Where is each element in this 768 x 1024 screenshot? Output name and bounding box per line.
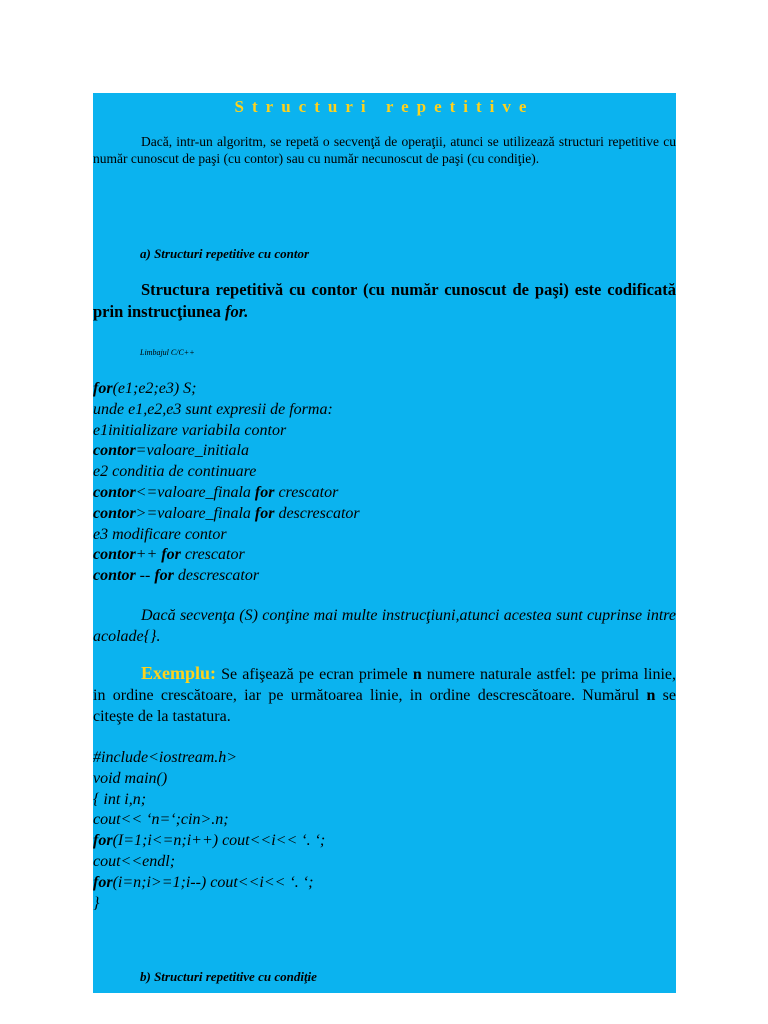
example-n-1: n — [412, 666, 422, 683]
program-line — [93, 894, 325, 915]
code-text: #include<iostream.h> — [93, 749, 238, 766]
example-text-2: numere naturale astfel: pe prima linie, in ordine crescătoare, iar pe următoarea linie, in ordine descrescătoare. Numărul — [93, 666, 677, 704]
syntax-line — [93, 566, 360, 587]
example-text-1: Se afişează pe ecran primele — [216, 666, 413, 683]
keyword-text: contor — [93, 442, 136, 460]
syntax-code-block — [93, 379, 360, 587]
syntax-line — [93, 545, 360, 566]
keyword-text: for — [254, 483, 275, 501]
code-text: ++ — [135, 546, 162, 564]
program-line — [93, 748, 325, 769]
code-text: >=valoare_finala — [135, 504, 255, 522]
program-line — [93, 852, 325, 873]
code-text: cout<<endl; — [93, 852, 176, 870]
code-text: (e1;e2;e3) S; — [112, 380, 197, 397]
intro-paragraph: Dacă, intr-un algoritm, se repetă o secvenţă de operaţii, atunci se utilizează structuri repetitive cu număr cunoscut de paşi (cu contor) sau cu număr necunoscut de paşi (cu condiţie). — [93, 134, 676, 166]
code-text: descrescator — [274, 504, 360, 522]
code-text: unde e1,e2,e3 sunt expresii de forma: — [93, 400, 333, 418]
syntax-line — [93, 483, 360, 504]
example-paragraph — [93, 663, 676, 727]
code-text: void main() — [93, 769, 168, 787]
syntax-line — [93, 421, 360, 442]
section-a-heading: a) Structuri repetitive cu contor — [140, 246, 309, 261]
program-line — [93, 873, 325, 894]
code-text: { int i,n; — [93, 790, 147, 808]
keyword-text: for — [93, 380, 113, 397]
syntax-line — [93, 525, 360, 546]
code-text: descrescator — [173, 567, 260, 585]
keyword-text: contor — [93, 567, 136, 585]
keyword-text: contor — [93, 504, 136, 522]
program-line — [93, 831, 325, 852]
example-label: Exemplu: — [141, 663, 217, 683]
program-code-block — [93, 748, 325, 914]
example-n-2: n — [646, 687, 656, 704]
syntax-line — [93, 504, 360, 525]
program-line — [93, 790, 325, 811]
keyword-text: contor — [93, 546, 136, 564]
language-label: Limbajul C/C++ — [140, 348, 195, 357]
page-title: Structuri repetitive — [234, 97, 535, 116]
section-b-heading: b) Structuri repetitive cu condiţie — [140, 969, 317, 984]
code-text: =valoare_initiala — [135, 442, 249, 460]
keyword-text: contor — [93, 483, 136, 501]
code-text: crescator — [180, 546, 245, 564]
keyword-text: for — [93, 873, 113, 891]
code-text: crescator — [274, 483, 339, 501]
code-text: e1initializare variabila contor — [93, 421, 287, 439]
syntax-line — [93, 441, 360, 462]
document-page — [93, 93, 676, 993]
keyword-text: for — [254, 504, 275, 522]
keyword-text: for — [161, 546, 181, 564]
syntax-line — [93, 400, 360, 421]
program-line — [93, 769, 325, 790]
keyword-text: for — [154, 567, 174, 585]
code-text: (i=n;i>=1;i--) cout<<i<< ‘. ‘; — [112, 873, 314, 891]
syntax-line — [93, 379, 360, 400]
example-text-3: se citeşte de la tastatura. — [93, 687, 676, 725]
syntax-line — [93, 462, 360, 483]
code-text: -- — [135, 567, 155, 585]
code-text: (I=1;i<=n;i++) cout<<i<< ‘. ‘; — [112, 832, 326, 850]
code-text: cout<< ‘n=‘;cin>.n; — [93, 811, 229, 829]
code-text: e3 modificare contor — [93, 525, 227, 543]
code-text: <=valoare_finala — [135, 483, 255, 501]
lead-text: Structura repetitivă cu contor (cu număr cunoscut de paşi) este codificată prin instrucţiunea — [93, 280, 676, 321]
keyword-text: for — [93, 832, 113, 850]
lead-keyword: for. — [225, 302, 249, 321]
code-text: } — [93, 894, 100, 912]
lead-paragraph — [93, 279, 676, 323]
note-paragraph: Dacă secvenţa (S) conţine mai multe instrucţiuni,atunci acestea sunt cuprinse intre acolade{}. — [93, 607, 676, 645]
code-text: e2 conditia de continuare — [93, 463, 257, 481]
program-line — [93, 810, 325, 831]
